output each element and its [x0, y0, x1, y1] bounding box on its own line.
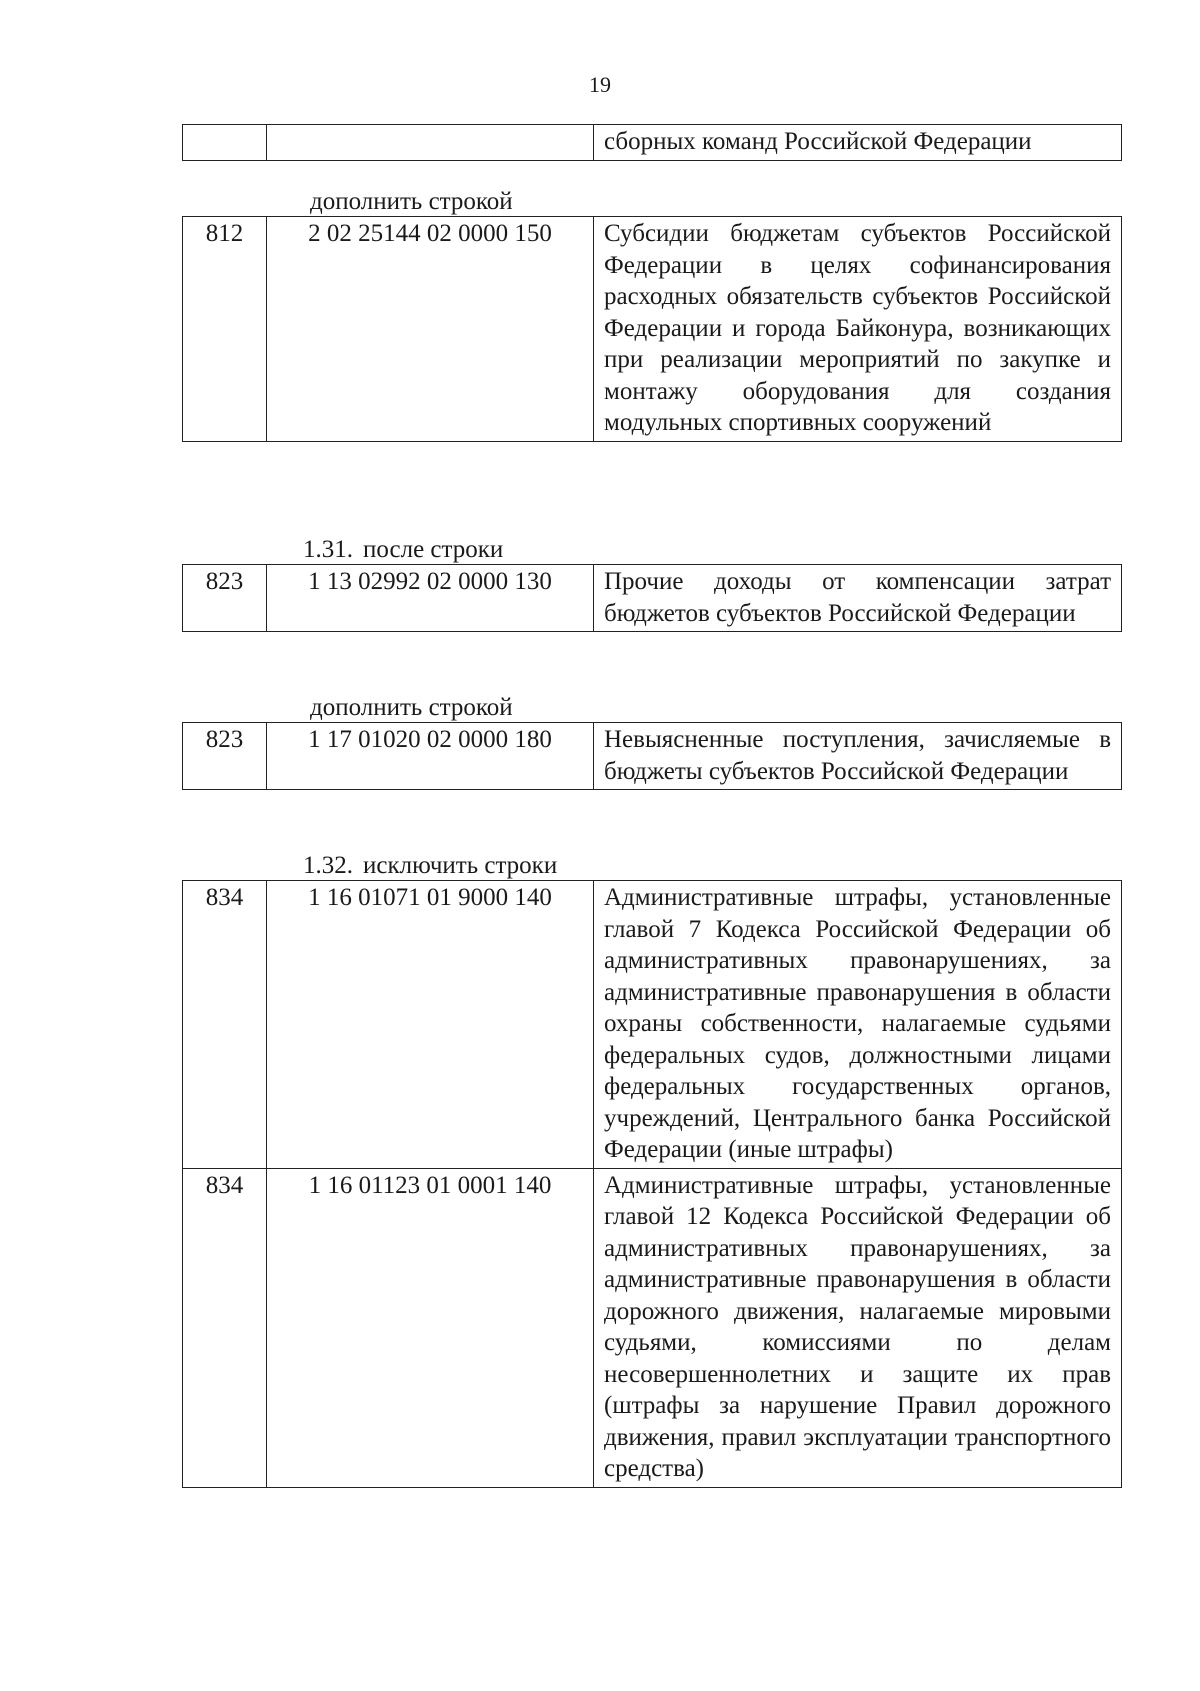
code-cell: 823	[183, 565, 267, 632]
caption-text: после строки	[363, 536, 504, 563]
add-row-table-1	[182, 216, 1122, 442]
text-cell: Административные штрафы, установленные главой 7 Кодекса Российской Федерации об административных правонарушениях, за административные правонарушения в области охраны собственности, налагаемые судьями федеральных судов, должностными лицами федеральных государственных органов, учреждений, Центрального банка Российской Федерации (иные штрафы)	[594, 881, 1122, 1169]
page-number: 19	[589, 72, 611, 97]
continuation-block	[182, 124, 1122, 161]
section-caption	[182, 852, 1122, 880]
kbk-cell: 1 16 01071 01 9000 140	[267, 881, 594, 1169]
add-row-block-2	[182, 694, 1122, 790]
text-cell: Административные штрафы, установленные главой 12 Кодекса Российской Федерации об административных правонарушениях, за административные правонарушения в области дорожного движения, налагаемые мировыми судьями, комиссиями по делам несовершеннолетних и защите их прав (штрафы за нарушение Правил дорожного движения, правил эксплуатации транспортного средства)	[594, 1168, 1122, 1487]
code-cell	[183, 125, 267, 161]
table-row	[183, 217, 1122, 442]
section-1-31-block	[182, 536, 1122, 632]
table-row	[183, 1168, 1122, 1487]
section-1-32-block	[182, 852, 1122, 1488]
add-row-block-1	[182, 188, 1122, 442]
code-cell: 812	[183, 217, 267, 442]
kbk-cell: 2 02 25144 02 0000 150	[267, 217, 594, 442]
after-row-table	[182, 564, 1122, 632]
text-cell: Субсидии бюджетам субъектов Российской Федерации в целях софинансирования расходных обязательств субъектов Российской Федерации и города Байконура, возникающих при реализации мероприятий по закупке и монтажу оборудования для создания модульных спортивных сооружений	[594, 217, 1122, 442]
section-caption	[182, 536, 1122, 564]
add-row-table-2	[182, 722, 1122, 790]
table-row	[183, 881, 1122, 1169]
code-cell: 823	[183, 723, 267, 790]
section-caption	[182, 188, 1122, 216]
code-cell: 834	[183, 1168, 267, 1487]
exclude-rows-table	[182, 880, 1122, 1488]
code-cell: 834	[183, 881, 267, 1169]
table-row	[183, 125, 1122, 161]
continuation-table	[182, 124, 1122, 161]
text-cell: сборных команд Российской Федерации	[594, 125, 1122, 161]
caption-text: исключить строки	[363, 852, 558, 879]
caption-text: дополнить строкой	[310, 694, 513, 721]
section-caption	[182, 694, 1122, 722]
table-row	[183, 723, 1122, 790]
kbk-cell: 1 13 02992 02 0000 130	[267, 565, 594, 632]
caption-number: 1.31.	[303, 536, 353, 563]
caption-text: дополнить строкой	[310, 188, 513, 215]
kbk-cell: 1 16 01123 01 0001 140	[267, 1168, 594, 1487]
kbk-cell: 1 17 01020 02 0000 180	[267, 723, 594, 790]
caption-number: 1.32.	[303, 852, 353, 879]
text-cell: Невыясненные поступления, зачисляемые в бюджеты субъектов Российской Федерации	[594, 723, 1122, 790]
text-cell: Прочие доходы от компенсации затрат бюджетов субъектов Российской Федерации	[594, 565, 1122, 632]
table-row	[183, 565, 1122, 632]
kbk-cell	[267, 125, 594, 161]
